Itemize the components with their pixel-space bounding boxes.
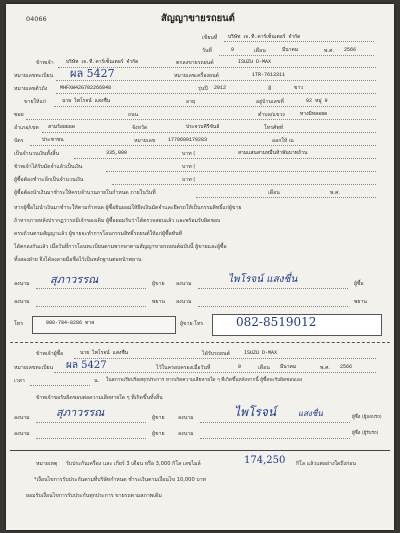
age-label: อายุ: [186, 99, 196, 105]
time-suffix: น.: [94, 378, 100, 384]
year-value: 2566: [344, 47, 357, 53]
card-type-value: ประชาชน: [42, 137, 64, 143]
address-no-value: 92 หมู่ 9: [306, 98, 328, 104]
mileage-value: 174,250: [244, 455, 286, 466]
receipt-year-label: พ.ศ.: [320, 365, 331, 371]
section-divider: [10, 342, 390, 343]
plate-line: [56, 80, 376, 81]
receipt-seller-signature: สุภาวรรณ: [56, 406, 105, 419]
month-label: เดือน: [254, 48, 266, 54]
receipt-year: 2566: [340, 364, 353, 370]
warranty-accept: ยอมรับเงื่อนไขการรับประกันทุกประการ ขายรถตามสภาพเดิม: [26, 493, 162, 499]
card-no-label: หมายเลข: [134, 138, 156, 144]
terms-line-2: ถ้าหากภายหลังปรากฏว่ารถมีเจ้าของเดิม ผู้ซื้อยอมรับว่าได้ตรวจสอบแล้ว และพร้อมรับผิดชอบ: [14, 218, 221, 224]
card-line: [30, 145, 376, 146]
accept-text: ข้าพเจ้าขอรับผิดชอบต่อความเสียหายใด ๆ ที่เกิดขึ้นทั้งสิ้น: [36, 395, 163, 401]
witness2-sign-label: ลงนาม: [176, 299, 192, 305]
soi-line: [26, 119, 376, 120]
buyer-label: ขายให้แก่: [24, 99, 46, 105]
model-year-value: 2012: [214, 85, 227, 91]
receipt-buyer-signature-2: แสงชื่น: [298, 409, 323, 418]
color-label: สี: [268, 86, 272, 92]
receipt-buyer-sign-label: ลงนาม: [178, 415, 194, 421]
brand-value: ISUZU D-MAX: [238, 59, 272, 65]
price-words-value: สามแสนสามหมื่นห้าพันบาทถ้วน: [238, 150, 308, 156]
price-baht-label: บาท (: [182, 151, 196, 157]
received-day: 9: [238, 364, 242, 370]
chassis-value: MHFXW42G702266848: [60, 85, 112, 91]
deposit-baht-label: บาท (: [182, 164, 196, 170]
buyer-signature: ไพโรจน์ แสงชื่น: [228, 274, 298, 285]
contract-paper: [6, 4, 394, 530]
receipt-buyer-role: ผู้ซื้อ (ผู้มอบรถ): [352, 415, 382, 420]
delivery-label: ผู้ซื้อต้องนำเงินมาชำระให้ครบจำนวนภายในกำหนด ภายในวันที่: [14, 190, 156, 196]
buyer-phone: 082-8519012: [236, 315, 317, 329]
province-label: จังหวัด: [132, 125, 148, 131]
witness1-line: [36, 306, 146, 307]
receipt-witness1-sign-label: ลงนาม: [14, 431, 30, 437]
brand-label: ตกลงขายรถยนต์: [176, 60, 214, 66]
address-no-label: อยู่บ้านเลขที่: [256, 99, 284, 105]
receipt-buyer-signature: ไพโรจน์: [234, 405, 277, 419]
witness1-sign-label: ลงนาม: [14, 299, 30, 305]
warranty-condition: *เงื่อนไขการรับประกันตามที่บริษัทกำหนด ชำระเงินตามเงื่อนไข 10,000 บาท: [34, 477, 207, 483]
day-value: 9: [231, 47, 235, 53]
receipt-seller-role: ผู้ขาย: [152, 415, 165, 421]
seller-label: ข้าพเจ้า: [36, 60, 54, 66]
district-label: อำเภอ/เขต: [14, 125, 39, 131]
footer-rule: [10, 450, 390, 451]
receipt-plate: ผล 5427: [66, 360, 107, 371]
written-at-value: บริษัท เจ.ที.คาร์เซ็นเตอร์ จำกัด: [228, 34, 301, 40]
receipt-seller-sign-label: ลงนาม: [14, 415, 30, 421]
phone-label: โทรศัพท์: [264, 125, 284, 131]
receiver-value: นาย ไพโรจน์ แสงชื่น: [80, 350, 129, 356]
date-label: วันที่: [202, 48, 212, 54]
engine-value: 1TR-7613311: [252, 72, 286, 78]
time-label: เวลา: [14, 378, 25, 384]
chassis-line: [56, 93, 376, 94]
time-line: [30, 385, 90, 386]
seller-role: ผู้ขาย: [152, 281, 165, 287]
receipt-plate-label: หมายเลขทะเบียน: [14, 365, 54, 371]
received-brand: ISUZU D-MAX: [244, 350, 278, 356]
district-line: [42, 132, 376, 133]
written-at-label: เขียนที่: [202, 35, 218, 41]
subdistrict-label: ตำบล/แขวง: [258, 112, 285, 118]
warranty-note-end: กิโล แล้วแต่อย่างใดถึงก่อน: [296, 461, 356, 467]
seller-sign-line: [36, 288, 146, 289]
buyer-value: นาย ไพโรจน์ แสงชื่น: [62, 98, 111, 104]
issued-label: ออกให้ ณ: [272, 138, 294, 144]
remaining-baht-label: บาท (: [182, 177, 196, 183]
buyer-phone-label: ผู้ขาย โทร: [180, 321, 204, 327]
buyer-sign-line: [198, 288, 348, 289]
written-at-line: [224, 41, 374, 42]
document-number: 04066: [26, 15, 47, 23]
note-label: หมายเหตุ: [36, 461, 58, 467]
district-value: สามร้อยยอด: [48, 124, 75, 130]
buyer-sign-label: ลงนาม: [176, 281, 192, 287]
receipt-plate-line: [54, 372, 376, 373]
terms-line-1: หากผู้ซื้อไม่นำเงินมาชำระให้ตามกำหนด ผู้ซื้อยินยอมให้ยึดเงินมัดจำและยึดรถให้เป็นกรรมสิทธิ์แก่ผู้ขาย: [14, 205, 242, 211]
received-label: ได้รับรถยนต์: [202, 351, 230, 357]
receiver-label: ข้าพเจ้าผู้ซื้อ: [36, 351, 64, 357]
delivery-year-label: พ.ศ.: [330, 190, 341, 196]
seller-sign-label: ลงนาม: [14, 281, 30, 287]
month-value: มีนาคม: [282, 47, 299, 53]
receipt-month: มีนาคม: [280, 364, 297, 370]
received-date-label: ไว้ในครอบครองเมื่อวันที่: [156, 365, 211, 371]
seller-phone: 080-784-8286 ทาส: [46, 320, 95, 326]
deposit-line: [106, 171, 376, 172]
seller-value: บริษัท เจ.ที.คาร์เซ็นเตอร์ จำกัด: [66, 59, 139, 65]
engine-label: หมายเลขเครื่องยนต์: [174, 73, 219, 79]
color-value: ขาว: [294, 85, 304, 91]
delivery-month-label: เดือน: [268, 190, 280, 196]
date-line: [219, 55, 374, 56]
receipt-month-label: เดือน: [258, 365, 270, 371]
warranty-note: รับประกันเครื่อง และ เกียร์ 3 เดือน หรือ 3,000 กิโล เลขไมล์: [66, 461, 201, 467]
soi-label: ซอย: [14, 112, 24, 118]
receipt-witness2-sign-label: ลงนาม: [178, 431, 194, 437]
province-value: ประจวบคีรีขันธ์: [186, 124, 220, 130]
receiver-line: [74, 358, 376, 359]
receipt-witness2-role: ผู้ซื้อ (ผู้รับรถ): [352, 431, 379, 436]
card-no-value: 1770600179283: [168, 137, 208, 143]
seller-signature: สุภาวรรณ: [50, 273, 99, 286]
price-label: เป็นจำนวนเงินทั้งสิ้น: [14, 151, 60, 157]
price-value: 335,000: [106, 150, 128, 156]
receipt-buyer-line: [200, 422, 350, 423]
year-label: พ.ศ.: [324, 48, 335, 54]
condition-text: ในสภาพเรียบร้อยทุกประการ หากเกิดความเสียหายใด ๆ ที่เกิดขึ้นหลังจากนี้ ผู้ซื้อจะรับผิดชอบเอง: [106, 378, 303, 383]
receipt-witness1-role: ผู้ขาย: [152, 431, 165, 437]
remaining-line: [112, 184, 376, 185]
terms-line-5: ทั้งสองฝ่าย จึงได้ลงลายมือชื่อไว้เป็นหลักฐานต่อหน้าพยาน: [14, 257, 142, 263]
receipt-witness2-line: [200, 438, 350, 439]
document-title: สัญญาขายรถยนต์: [161, 13, 235, 24]
receipt-witness1-line: [36, 438, 146, 439]
price-line: [74, 158, 376, 159]
chassis-label: หมายเลขตัวถัง: [14, 86, 48, 92]
remaining-label: ผู้ซื้อต้องชำระอีกเป็นจำนวนเงิน: [14, 177, 84, 183]
plate-value: ผล 5427: [70, 67, 115, 80]
witness2-role: พยาน: [354, 299, 367, 305]
subdistrict-value: ทางมิหลอยด: [300, 111, 328, 117]
buyer-line: [54, 106, 376, 107]
buyer-role: ผู้ซื้อ: [354, 281, 364, 287]
model-year-label: รุ่นปี: [198, 86, 208, 92]
receipt-seller-line: [36, 422, 146, 423]
terms-line-3: ครบถ้วนตามสัญญาแล้ว ผู้ขายจะทำการโอนกรรมสิทธิ์รถยนต์ให้แก่ผู้ซื้อทันที: [14, 231, 183, 237]
deposit-label: ข้าพเจ้าได้รับมัดจำแล้วเป็นเงิน: [14, 164, 83, 170]
card-label: บัตร: [14, 138, 24, 144]
witness1-role: พยาน: [152, 299, 165, 305]
road-label: ถนน: [128, 112, 139, 118]
seller-phone-label: โทร: [14, 321, 23, 327]
plate-label: หมายเลขทะเบียน: [14, 73, 54, 79]
terms-line-4: ได้ตกลงกันแล้ว เมื่อวันที่การโอนทะเบียนตามพากษาตามสัญญาขายรถยนต์ฉบับนี้ ผู้ขายและผู้ซื้อ: [14, 244, 227, 250]
delivery-line: [196, 197, 376, 198]
witness2-line: [198, 306, 348, 307]
